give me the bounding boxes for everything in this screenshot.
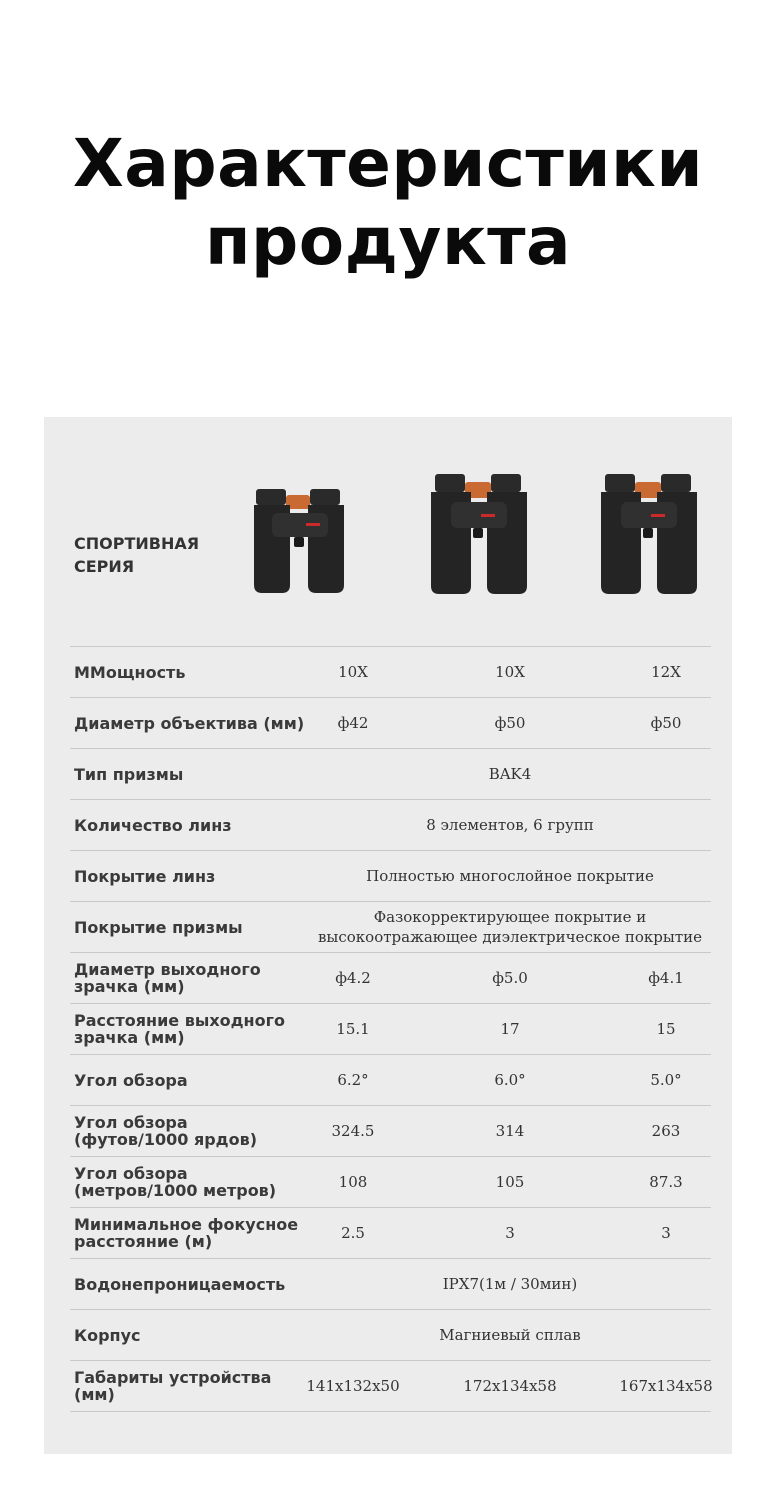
spec-value-shared <box>310 1259 710 1309</box>
spec-value: 324.5 <box>331 1122 375 1140</box>
spec-table <box>70 646 711 1412</box>
spec-value-line: 8 элементов, 6 групп <box>426 816 594 834</box>
spec-label-line: Водонепроницаемость <box>74 1274 286 1294</box>
spec-value: 6.2° <box>337 1071 369 1089</box>
spec-value-shared <box>310 749 710 799</box>
spec-value: 15 <box>656 1020 676 1038</box>
spec-row <box>70 850 711 901</box>
binoculars-12x50-image <box>599 470 699 596</box>
spec-label <box>74 647 314 697</box>
spec-value: 3 <box>661 1224 671 1242</box>
spec-label-line: Расстояние выходного <box>74 1011 285 1030</box>
spec-value: 87.3 <box>649 1173 683 1191</box>
spec-label-line: Тип призмы <box>74 764 184 784</box>
binoculars-10x50-image <box>429 470 529 596</box>
spec-row <box>70 901 711 952</box>
spec-row <box>70 1309 711 1360</box>
spec-value: 2.5 <box>341 1224 365 1242</box>
spec-label-line: Диаметр объектива (мм) <box>74 713 305 733</box>
spec-row <box>70 646 711 697</box>
spec-label-line: расстояние (м) <box>74 1232 213 1251</box>
spec-value: 10X <box>495 663 525 681</box>
spec-value-shared <box>310 800 710 850</box>
spec-row <box>70 1207 711 1258</box>
binoculars-10x42-image <box>250 485 350 595</box>
spec-value: 105 <box>495 1173 525 1191</box>
spec-row <box>70 697 711 748</box>
spec-label <box>74 1361 314 1411</box>
spec-label-line: зрачка (мм) <box>74 1028 185 1047</box>
series-label <box>74 532 199 578</box>
spec-label <box>74 698 314 748</box>
spec-label <box>74 1055 314 1105</box>
spec-value-line: высокоотражающее диэлектрическое покрытие <box>317 928 703 946</box>
spec-row <box>70 799 711 850</box>
spec-value-line: Полностью многослойное покрытие <box>366 867 654 885</box>
spec-label-line: Количество линз <box>74 815 232 835</box>
spec-value: 172x134x58 <box>463 1377 557 1395</box>
spec-value-shared <box>310 851 710 901</box>
series-label-line2: СЕРИЯ <box>74 557 135 576</box>
spec-value: ф5.0 <box>492 969 528 987</box>
spec-row <box>70 748 711 799</box>
spec-value: 3 <box>505 1224 515 1242</box>
spec-value: 15.1 <box>336 1020 370 1038</box>
spec-row <box>70 1054 711 1105</box>
page-title-line2: продукта <box>204 203 572 280</box>
spec-value: ф50 <box>494 714 526 732</box>
spec-value: ф50 <box>650 714 682 732</box>
spec-label-line: Минимальное фокусное <box>74 1215 299 1234</box>
spec-label <box>74 1157 314 1207</box>
spec-value-line: IPX7(1м / 30мин) <box>442 1275 578 1293</box>
spec-label <box>74 902 314 952</box>
spec-label <box>74 1004 314 1054</box>
spec-panel <box>44 417 732 1454</box>
spec-label <box>74 1208 314 1258</box>
spec-label <box>74 800 314 850</box>
spec-label-line: (метров/1000 метров) <box>74 1181 277 1200</box>
spec-value: 6.0° <box>494 1071 526 1089</box>
spec-label <box>74 1106 314 1156</box>
spec-label-line: Угол обзора <box>74 1113 188 1132</box>
spec-value: 314 <box>495 1122 525 1140</box>
spec-value: 108 <box>338 1173 368 1191</box>
spec-label-line: Угол обзора <box>74 1070 188 1090</box>
spec-label-line: зрачка (мм) <box>74 977 185 996</box>
page-title-line1: Характеристики <box>72 125 704 202</box>
spec-value: 10X <box>338 663 368 681</box>
spec-label <box>74 1259 314 1309</box>
spec-label-line: Габариты устройства (мм) <box>74 1368 272 1404</box>
spec-label-line: Угол обзора <box>74 1164 188 1183</box>
spec-value-line: Магниевый сплав <box>439 1326 581 1344</box>
spec-value-shared <box>310 1310 710 1360</box>
spec-label-line: ММощность <box>74 662 186 682</box>
spec-value-shared <box>310 902 710 952</box>
spec-row <box>70 1105 711 1156</box>
spec-label <box>74 851 314 901</box>
spec-value-line: Фазокорректирующее покрытие и <box>373 908 647 926</box>
spec-label-line: Покрытие призмы <box>74 917 243 937</box>
spec-value: 17 <box>500 1020 520 1038</box>
series-label-line1: СПОРТИВНАЯ <box>74 534 200 553</box>
spec-label <box>74 953 314 1003</box>
spec-value: 141x132x50 <box>306 1377 400 1395</box>
spec-label <box>74 749 314 799</box>
spec-value: 263 <box>651 1122 681 1140</box>
spec-value: 5.0° <box>650 1071 682 1089</box>
spec-value: ф42 <box>337 714 369 732</box>
spec-value: 12X <box>651 663 681 681</box>
spec-value: 167x134x58 <box>619 1377 713 1395</box>
spec-value: ф4.2 <box>335 969 371 987</box>
spec-label-line: Диаметр выходного <box>74 960 261 979</box>
spec-row <box>70 1156 711 1207</box>
spec-label-line: (футов/1000 ярдов) <box>74 1130 258 1149</box>
spec-value: ф4.1 <box>648 969 684 987</box>
spec-label <box>74 1310 314 1360</box>
spec-row <box>70 1003 711 1054</box>
spec-row <box>70 1360 711 1412</box>
spec-row <box>70 1258 711 1309</box>
spec-label-line: Покрытие линз <box>74 866 216 886</box>
page-title <box>0 125 776 281</box>
spec-row <box>70 952 711 1003</box>
spec-label-line: Корпус <box>74 1325 141 1345</box>
spec-value-line: BAK4 <box>488 765 532 783</box>
